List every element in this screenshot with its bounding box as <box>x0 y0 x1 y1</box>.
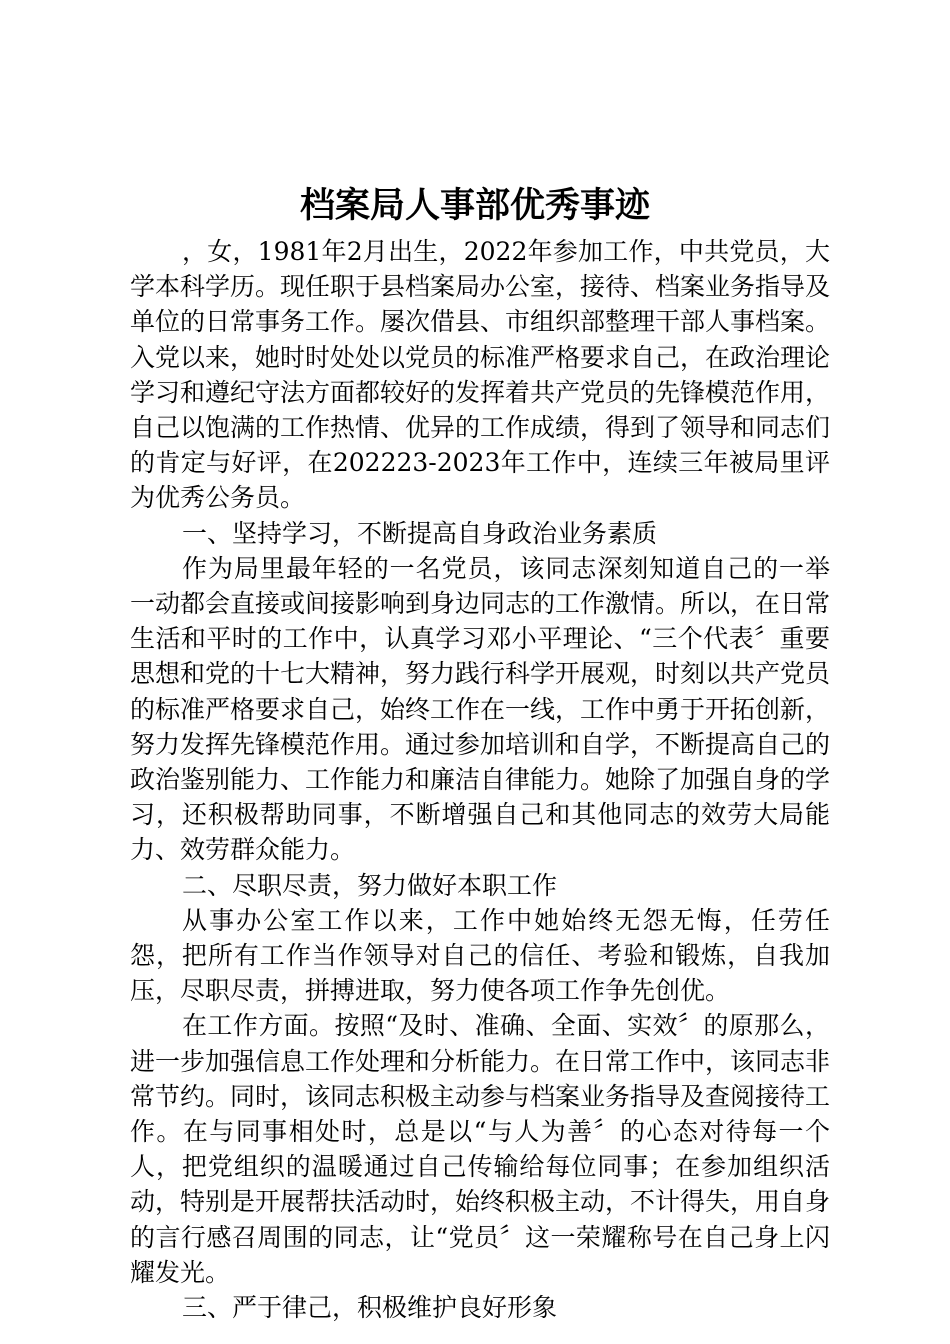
paragraph-study: 作为局里最年轻的一名党员，该同志深刻知道自己的一举一动都会直接或间接影响到身边同志的工作激情。所以，在日常生活和平时的工作中，认真学习邓小平理论、“三个代表〞重要思想和党的十七大精神，努力践行科学开展观，时刻以共产党员的标准严格要求自己，始终工作在一线，工作中勇于开拓创新，努力发挥先锋模范作用。通过参加培训和自学，不断提高自己的政治鉴别能力、工作能力和廉洁自律能力。她除了加强自身的学习，还积极帮助同事，不断增强自己和其他同志的效劳大局能力、效劳群众能力。 <box>130 553 831 865</box>
section-heading-3: 三、严于律己，积极维护良好形象 <box>182 1293 558 1323</box>
section-heading-1: 一、坚持学习，不断提高自身政治业务素质 <box>182 518 658 548</box>
document-title: 档案局人事部优秀事迹 <box>299 185 650 226</box>
paragraph-intro: ，女，1981年2月出生，2022年参加工作，中共党员，大学本科学历。现任职于县档案局办公室，接待、档案业务指导及单位的日常事务工作。屡次借县、市组织部整理干部人事档案。入党以来，她时时处处以党员的标准严格要求自己，在政治理论学习和遵纪守法方面都较好的发挥着共产党员的先锋模范作用，自己以饱满的工作热情、优异的工作成绩，得到了领导和同志们的肯定与好评，在202223-2023年工作中，连续三年被局里评为优秀公务员。 <box>130 237 831 513</box>
section-heading-2: 二、尽职尽责，努力做好本职工作 <box>182 870 558 900</box>
paragraph-duty: 从事办公室工作以来，工作中她始终无怨无悔，任劳任怨，把所有工作当作领导对自己的信任、考验和锻炼，自我加压，尽职尽责，拼搏进取，努力使各项工作争先创优。 <box>130 905 830 1006</box>
document-body <box>130 234 830 1325</box>
paragraph-work: 在工作方面。按照“及时、准确、全面、实效〞的原那么，进一步加强信息工作处理和分析能力。在日常工作中，该同志非常节约。同时，该同志积极主动参与档案业务指导及查阅接待工作。在与同事相处时，总是以“与人为善〞的心态对待每一个人，把党组织的温暖通过自己传输给每位同事；在参加组织活动，特别是开展帮扶活动时，始终积极主动，不计得失，用自身的言行感召周围的同志，让“党员〞这一荣耀称号在自己身上闪耀发光。 <box>130 1011 831 1287</box>
